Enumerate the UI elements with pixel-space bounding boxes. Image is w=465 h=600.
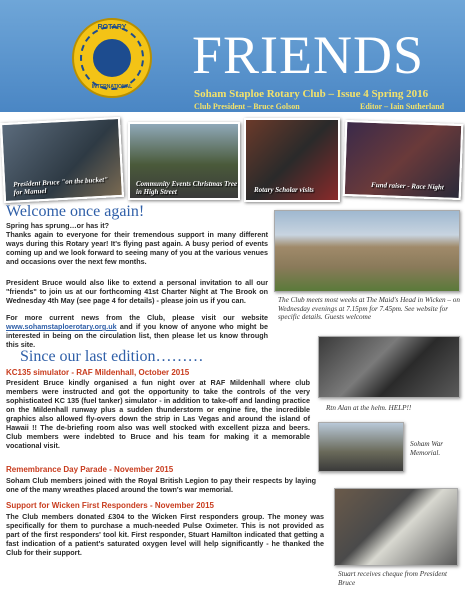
photo-president-bucket (0, 117, 124, 203)
wicken-heading: Support for Wicken First Responders - November 2015 (6, 501, 214, 510)
photo-strip (0, 112, 465, 202)
maids-head-caption: The Club meets most weeks at The Maid's Head in Wicken – on Wednesday evenings at 7.15pm for 7.45pm. See website for specific details. Guests welcome (278, 296, 460, 321)
war-memorial-caption: Soham War Memorial. (410, 440, 444, 457)
logo-text-top: ROTARY (97, 24, 127, 31)
photo-christmas-tree (128, 122, 240, 200)
photo-caption: Community Events Christmas Tree in High Street (136, 180, 238, 196)
editor-credit: Editor – Iain Sutherland (360, 102, 445, 111)
issue-subtitle: Soham Staploe Rotary Club – Issue 4 Spring 2016 (194, 88, 429, 100)
kc135-text: President Bruce kindly organised a fun night over at RAF Mildenhall where club members were instructed and got the opportunity to take the controls of the very sophisticated KC 135 (fuel tanker) simulator - in addition to take-off and landing practice on the Mildenhall runway plus a sudden thunderstorm or engine fire, the incredible graphics also allowed fly-overs down the strip in Las Vegas and around the island of Hawaii !! The de-briefing room also was well stocked with excellent pizza and beers. Club members were indebted to Bruce and his team for making it a memorable vocational visit. (6, 378, 310, 450)
website-text-post: and if you know of anyone who might be interested in being on the circulation list, then please let us know through this site. (6, 322, 269, 349)
remembrance-heading: Remembrance Day Parade - November 2015 (6, 465, 174, 474)
welcome-invitation: President Bruce would also like to extend a personal invitation to all our "friends" to join us at our forthcoming 41st Charter Night at The Brook on Wednesday 4th May (see page 4 for details) - please join us if you can. (6, 278, 268, 305)
masthead (0, 0, 465, 112)
photo-maids-head (274, 210, 460, 292)
club-president: Club President – Bruce Golson (194, 102, 300, 111)
photo-simulator (318, 336, 460, 398)
photo-war-memorial (318, 422, 404, 472)
newsletter-title: FRIENDS (192, 25, 425, 85)
since-heading: Since our last edition……… (20, 348, 204, 365)
welcome-thanks: Thanks again to everyone for their tremendous support in many different ways during this Rotary year! It's flying past again. A busy period of events coming up and we look forward to seeing many of you at the various venues and occasions over the next few months. (6, 230, 268, 266)
cheque-caption: Stuart receives cheque from President Bruce (338, 570, 447, 587)
logo-text-bottom: INTERNATIONAL (91, 84, 133, 90)
photo-caption: Fund raiser - Race Night (370, 180, 444, 192)
welcome-heading: Welcome once again! (6, 203, 145, 220)
simulator-caption: Rtn Alan at the helm. HELP!! (326, 404, 412, 412)
photo-caption: President Bruce "on the bucket" for Manuel (13, 175, 109, 197)
website-link[interactable]: www.sohamstaploerotary.org.uk (6, 322, 117, 331)
rotary-logo (72, 18, 152, 98)
welcome-website (6, 313, 268, 349)
wicken-text: The Club members donated £304 to the Wicken First responders group. The money was specifically for them to purchase a much-needed Pulse Oximeter. This is not provided as part of the first responders' tool kit. First responder, Stuart Hamilton indicated that getting a fast indication of a patient's saturated oxygen level will help significantly - he thanked the Club for their support. (6, 512, 324, 557)
kc135-heading: KC135 simulator - RAF Mildenhall, October 2015 (6, 368, 190, 377)
photo-caption: Rotary Scholar visits (254, 186, 314, 194)
photo-rotary-scholar (244, 118, 340, 202)
photo-cheque-presentation (334, 488, 458, 566)
photo-race-night (343, 120, 464, 200)
website-text-pre: For more current news from the Club, please visit our website (6, 313, 268, 322)
welcome-intro: Spring has sprung…or has it? (6, 221, 110, 230)
remembrance-text: Soham Club members joined with the Royal British Legion to pay their respects by laying one of the many wreathes placed around the town's war memorial. (6, 476, 316, 494)
logo-wheel (90, 36, 134, 80)
